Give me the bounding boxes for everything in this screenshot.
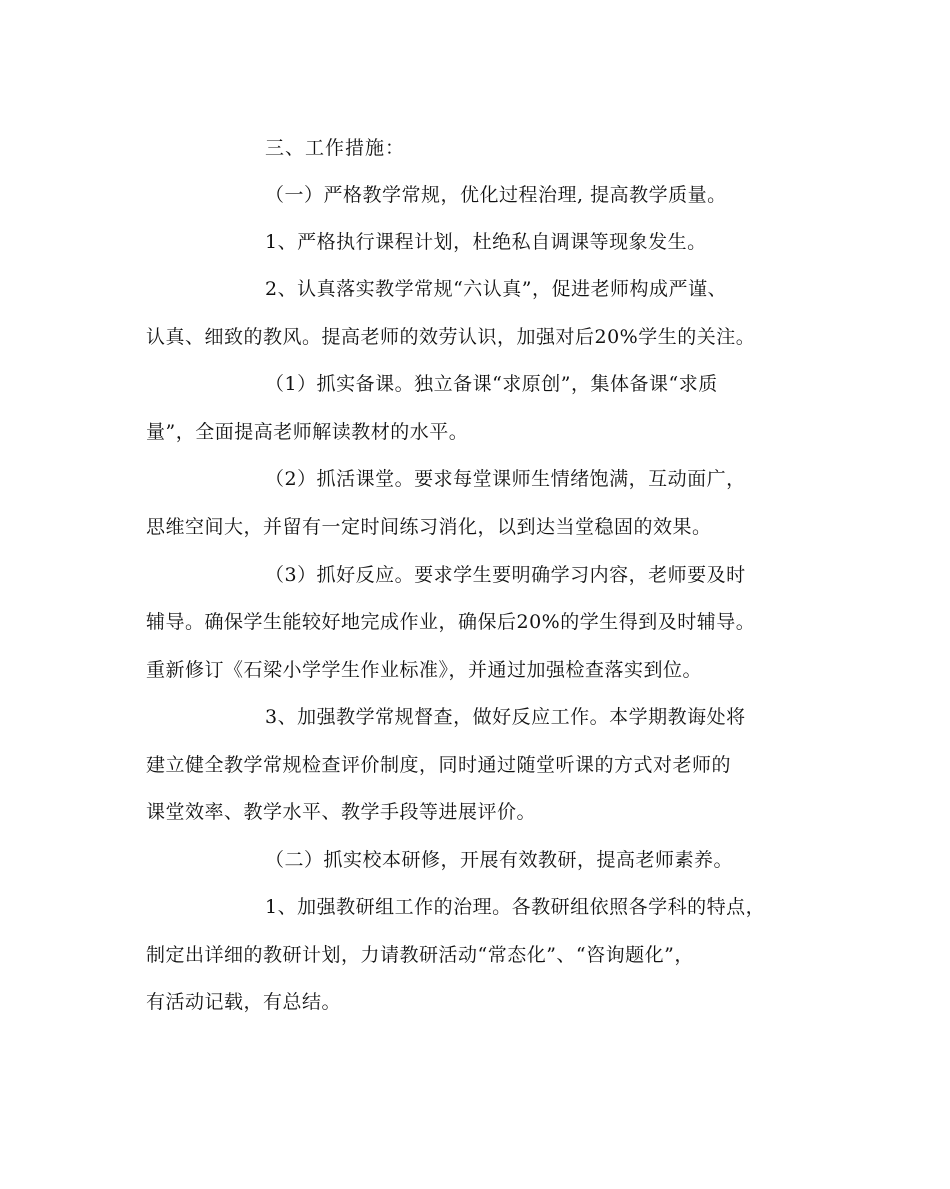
paragraph-line: 1、加强教研组工作的治理。各教研组依照各学科的特点， (265, 896, 766, 918)
paragraph-line: 量”，全面提高老师解读教材的水平。 (146, 421, 469, 443)
section-heading: 三、工作措施： (265, 137, 406, 159)
paragraph-line: 有活动记载，有总结。 (146, 991, 342, 1013)
paragraph-line: 制定出详细的教研计划，力请教研活动“常态化”、“咨询题化”， (146, 944, 694, 966)
paragraph-line: 1、严格执行课程计划，杜绝私自调课等现象发生。 (265, 231, 707, 253)
subsection-heading: （二）抓实校本研修，开展有效教研，提高老师素养。 (265, 849, 734, 871)
paragraph-line: 3、加强教学常规督查，做好反应工作。本学期教诲处将 (265, 706, 746, 728)
paragraph-line: （3）抓好反应。要求学生要明确学习内容，老师要及时 (265, 564, 746, 586)
subsection-heading: （一）严格教学常规，优化过程治理, 提高教学质量。 (265, 184, 727, 206)
paragraph-line: 重新修订《石梁小学学生作业标准》，并通过加强检查落实到位。 (146, 659, 703, 681)
paragraph-line: 建立健全教学常规检查评价制度，同时通过随堂听课的方式对老师的 (146, 754, 732, 776)
paragraph-line: 思维空间大，并留有一定时间练习消化，以到达当堂稳固的效果。 (146, 516, 712, 538)
paragraph-line: 2、认真落实教学常规“六认真”，促进老师构成严谨、 (265, 278, 728, 300)
paragraph-line: 辅导。确保学生能较好地完成作业，确保后20%的学生得到及时辅导。 (146, 611, 756, 633)
paragraph-line: （2）抓活课堂。要求每堂课师生情绪饱满，互动面广， (265, 468, 746, 490)
paragraph-line: 认真、细致的教风。提高老师的效劳认识，加强对后20%学生的关注。 (146, 326, 756, 348)
paragraph-line: （1）抓实备课。独立备课“求原创”，集体备课“求质 (265, 373, 718, 395)
paragraph-line: 课堂效率、教学水平、教学手段等进展评价。 (146, 801, 537, 823)
